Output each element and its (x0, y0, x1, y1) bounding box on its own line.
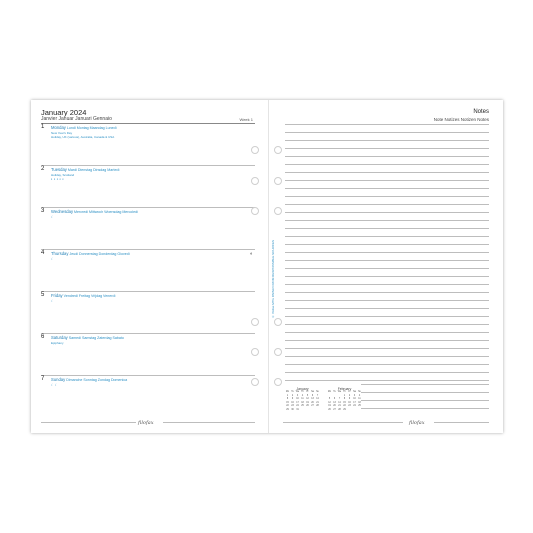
calendar-day: 7 (316, 394, 319, 397)
calendar-day: 8 (343, 398, 346, 401)
calendar-day: 24 (353, 405, 356, 408)
calendar-day: 9 (291, 398, 294, 401)
calendar-day: 28 (316, 405, 319, 408)
calendar-day: 10 (353, 398, 356, 401)
calendar-day: 19 (306, 401, 309, 404)
day-names: Thursday Jeudi Donnerstag Donderdag Giovedì (51, 251, 130, 256)
weekday-header: Fr (348, 391, 351, 393)
day-names: Monday Lundi Montag Maandag Lunedì (51, 125, 117, 130)
day-names: Wednesday Mercredi Mittwoch Woensdag Mercoledì (51, 209, 139, 214)
calendar-day: 27 (311, 405, 314, 408)
moon-phase-icon: ☾ (51, 257, 54, 261)
footer-rule (41, 422, 136, 423)
calendar-day: 20 (311, 401, 314, 404)
moon-phase-icon: ☾ ☾ (51, 383, 58, 387)
ring-hole (251, 207, 259, 215)
ring-hole (274, 146, 282, 154)
calendar-day: 12 (328, 401, 331, 404)
moon-quarter-icon: ◐ (249, 251, 253, 257)
day-row-4 (41, 250, 255, 292)
calendar-day: 26 (328, 408, 331, 411)
calendar-day: 27 (333, 408, 336, 411)
week-number: Week 1 (239, 117, 253, 122)
calendar-day: 23 (291, 405, 294, 408)
calendar-day: 16 (291, 401, 294, 404)
weekday-header: Mo (327, 391, 332, 393)
planner-spread (31, 100, 503, 433)
day-number: 6 (41, 334, 45, 340)
calendar-day: 26 (306, 405, 309, 408)
calendar-day: 2 (348, 394, 351, 397)
ring-hole (274, 177, 282, 185)
day-row-7 (41, 376, 255, 418)
day-row-3 (41, 208, 255, 250)
calendar-day: 5 (306, 394, 309, 397)
footer-rule (434, 422, 489, 423)
calendar-day: 25 (358, 405, 361, 408)
calendar-day: 3 (296, 394, 299, 397)
moon-phase-icon: ☾ (51, 215, 54, 219)
calendar-day: 28 (338, 408, 341, 411)
holiday-note: New Year's Day (51, 131, 73, 135)
calendar-day: 22 (343, 405, 346, 408)
notes-ruled-lines (285, 124, 489, 384)
calendar-day: 22 (286, 405, 289, 408)
calendar-day (357, 409, 362, 413)
brand-logo: filofax (409, 420, 425, 426)
day-number: 2 (41, 166, 45, 172)
calendar-day: 6 (311, 394, 314, 397)
calendar-day: 14 (338, 401, 341, 404)
calendar-day: 11 (358, 398, 361, 401)
weekday-header: Tu (333, 391, 336, 393)
calendar-day: 25 (301, 405, 304, 408)
calendar-day: 29 (286, 408, 289, 411)
calendar-day: 21 (338, 405, 341, 408)
ring-hole (274, 348, 282, 356)
week-page (31, 100, 269, 433)
calendar-day: 15 (286, 401, 289, 404)
calendar-day: 11 (301, 398, 304, 401)
calendar-day: 1 (343, 394, 346, 397)
calendar-day: 2 (291, 394, 294, 397)
notes-title: Notes (473, 109, 489, 115)
ring-hole (274, 207, 282, 215)
weekday-header: Sa (353, 391, 356, 393)
day-row-2 (41, 166, 255, 208)
calendar-day: 18 (358, 401, 361, 404)
day-names: Friday Vendredi Freitag Vrijdag Venerdì (51, 293, 116, 298)
ring-hole (274, 378, 282, 386)
calendar-day: 3 (353, 394, 356, 397)
mini-calendar-grid (327, 391, 362, 413)
weekday-header: Th (343, 391, 346, 393)
moon-phase-icon: ◐ ◐ ◐ ◐ ◐ (51, 177, 65, 181)
holiday-note: Holiday, Scotland (51, 173, 75, 177)
calendar-day: 18 (301, 401, 304, 404)
weekday-header: Tu (291, 391, 294, 393)
calendar-day: 19 (328, 405, 331, 408)
mini-calendar-february (327, 387, 362, 413)
day-names: Sunday Dimanche Sonntag Zondag Domenica (51, 377, 128, 382)
holiday-note: Holiday, UK (various), Australia, Canada & USA (51, 135, 115, 139)
weekday-header: We (295, 391, 300, 393)
weekday-header: Mo (285, 391, 290, 393)
mini-calendar-month: February (337, 387, 352, 391)
calendar-day: 1 (286, 394, 289, 397)
holiday-note: Epiphany (51, 341, 64, 345)
calendar-day (315, 409, 320, 413)
day-row-5 (41, 292, 255, 334)
day-number: 1 (41, 124, 45, 130)
weekday-header: Sa (311, 391, 314, 393)
month-title: January 2024 (41, 108, 87, 117)
footer-rule (283, 422, 403, 423)
calendar-day: 16 (348, 401, 351, 404)
day-row-1 (41, 124, 255, 166)
weekday-header: Th (301, 391, 304, 393)
calendar-day: 5 (328, 398, 331, 401)
day-number: 7 (41, 376, 45, 382)
ring-hole (251, 146, 259, 154)
calendar-day: 17 (353, 401, 356, 404)
calendar-day: 24 (296, 405, 299, 408)
weekday-header: Su (358, 391, 361, 393)
ring-hole (274, 318, 282, 326)
mini-calendar-month: January (296, 387, 309, 391)
mini-calendar-january (285, 387, 320, 413)
day-names: Tuesday Mardi Dienstag Dinsdag Martedì (51, 167, 120, 172)
moon-phase-icon: ☾ (51, 299, 54, 303)
calendar-day: 14 (316, 398, 319, 401)
ring-hole (251, 378, 259, 386)
ring-hole (251, 318, 259, 326)
weekday-header: Su (316, 391, 319, 393)
calendar-day: 4 (301, 394, 304, 397)
notes-page (269, 100, 503, 433)
ring-hole (251, 348, 259, 356)
calendar-day: 13 (311, 398, 314, 401)
calendar-day: 4 (358, 394, 361, 397)
mini-calendar-grid (285, 391, 320, 413)
calendar-day: 15 (343, 401, 346, 404)
calendar-day: 31 (296, 408, 299, 411)
calendar-day: 17 (296, 401, 299, 404)
brand-logo: filofax (138, 420, 154, 426)
day-names: Saturday Samedi Samstag Zaterdag Sabato (51, 335, 124, 340)
calendar-day: 29 (343, 408, 346, 411)
calendar-day: 10 (296, 398, 299, 401)
calendar-day: 7 (338, 398, 341, 401)
calendar-day: 20 (333, 405, 336, 408)
month-translations: Janvier Januar Januari Gennaio (41, 116, 112, 122)
weekday-header: Fr (306, 391, 309, 393)
day-number: 3 (41, 208, 45, 214)
calendar-day: 12 (306, 398, 309, 401)
calendar-day: 6 (333, 398, 336, 401)
notes-ruled-lines-lower (361, 384, 489, 416)
calendar-day: 9 (348, 398, 351, 401)
ring-hole (251, 177, 259, 185)
notes-translations: Note Notizes Notizen Notes (433, 117, 489, 122)
calendar-day: 13 (333, 401, 336, 404)
day-number: 4 (41, 250, 45, 256)
calendar-day: 8 (286, 398, 289, 401)
paper-source-text: © filofax MTG PAPER FROM RESPONSIBLE SOURCES (271, 240, 275, 319)
day-number: 5 (41, 292, 45, 298)
calendar-day: 30 (291, 408, 294, 411)
day-row-6 (41, 334, 255, 376)
calendar-day: 23 (348, 405, 351, 408)
calendar-day: 21 (316, 401, 319, 404)
footer-rule (163, 422, 255, 423)
weekday-header: We (337, 391, 342, 393)
